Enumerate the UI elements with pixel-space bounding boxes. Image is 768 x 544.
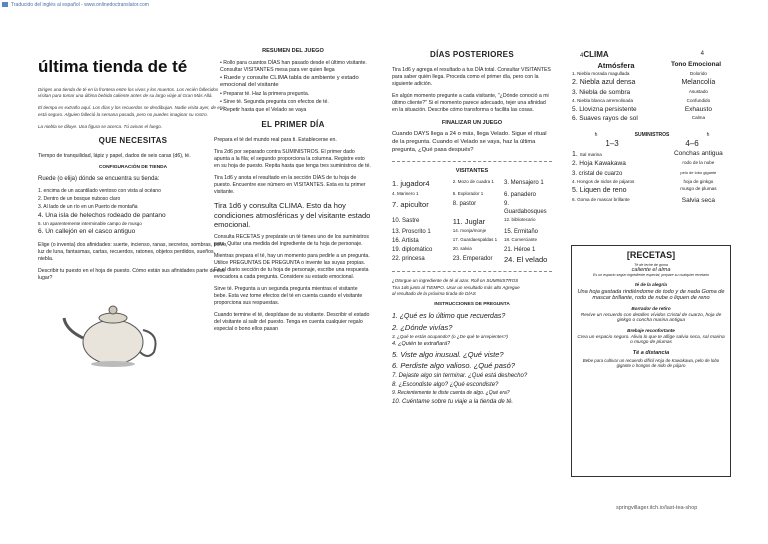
need-text: Tiempo de tranquilidad, lápiz y papel, dados de seis caras (d6), té.: [38, 152, 191, 159]
table-cell: 11. Juglar: [452, 216, 486, 226]
list-item: 2. Dentro de un bosque nuboso claro: [38, 196, 121, 202]
table-cell: 16. Artista: [392, 238, 419, 245]
intro-paragraph: La niebla se diluye. Una figura se acerca. Tú avivas el fuego.: [38, 123, 163, 129]
table-cell: Calma: [691, 115, 706, 121]
table-cell: Asustado: [688, 88, 708, 94]
paragraph: Sirve té. Pregunta a un segunda pregunta mientras el visitante bebe. Esta vez tome efectos del té en cuenta cuando el visitante proporciona sus respuestas.: [214, 286, 363, 307]
table-cell: 8. pastor: [452, 200, 477, 207]
table-cell: Dolorido: [689, 70, 707, 76]
supplies-h: h: [594, 132, 598, 139]
note: ¿Otorgue un ingrediente de té al azar. Roll on SUMINISTROS: [392, 278, 519, 284]
table-cell: 4. Marinero 1: [392, 190, 419, 196]
places-list: [38, 188, 228, 237]
affinity-text: Elige (o inventa) dos afinidades: suerte, incienso, ranas, secretos, sombras, polvo, luz de luna, fantasmas, cartas, recuerdos, ratones, objetos perdidos, sueños, niebla.: [38, 242, 228, 263]
table-cell: 6. Suaves rayos de sol: [572, 115, 638, 123]
clima-table: [572, 71, 732, 124]
section-heading: RESUMEN DEL JUEGO: [262, 48, 324, 54]
list-item: 5. Viste algo inusual. ¿Qué viste?: [392, 349, 504, 359]
table-cell: [572, 150, 665, 159]
paragraph: En algún momento pregunte a cada visitante, "¿Dónde conoció a mi último cliente?" Si el momento parece adecuado, tejer una afinidad en la situación. Describe cómo transforma o facilita las cosas.: [392, 92, 549, 113]
supplies-h: h: [706, 132, 710, 139]
table-cell: 3. Niebla de sombra: [572, 88, 631, 96]
section-heading: CONFIGURACIÓN DE TIENDA: [98, 164, 168, 170]
list-item: • Ruede y consulte CLIMA tabla de ambiente y estado emocional del visitante: [220, 75, 372, 91]
table-cell: 15. Ermitaño: [503, 228, 539, 235]
table-cell: 20. salvia: [452, 246, 472, 252]
recipe-note: Es un espacio según ingrediente especial, prepare su cualquier recetario: [592, 273, 710, 277]
teapot-icon: [58, 290, 168, 370]
supplies-table: [572, 150, 732, 206]
table-cell: 1. Niebla morada magullada: [572, 70, 630, 76]
list-item: 10. Cuéntame sobre tu viaje a la tienda de té.: [392, 398, 514, 405]
config-text: Ruede (o elija) dónde se encuentra su tienda:: [38, 176, 160, 183]
table-cell: 14. monja/monje: [452, 227, 487, 233]
table-cell: 22. princesa: [392, 256, 425, 263]
recipe-name: Té de leche de goma: [634, 263, 668, 267]
section-heading: VISITANTES: [455, 167, 489, 174]
recipe-name: Té a distancia: [632, 350, 670, 356]
divider: [392, 271, 552, 272]
visitors-table: [392, 179, 552, 265]
page-title: última tienda de té: [38, 57, 188, 76]
range-label: 1–3: [605, 138, 619, 148]
table-cell: 12. bibliotecario: [503, 216, 536, 222]
list-item: 4. ¿Quién te extrañará?: [392, 341, 451, 348]
table-cell: 3. cristal de cuarzo: [572, 170, 623, 177]
recipe-name: té de la alegría: [635, 282, 667, 287]
paragraph: Tira 1d6 y agrega el resultado a tus DÍA total. Consultar VISITANTES para saber quién llega. Proceda como el primer día, pero con la siguiente adición.: [392, 66, 551, 87]
table-cell: 2. Niebla azul densa: [572, 79, 636, 87]
table-cell: 2. Mozo de cuadra 1: [452, 179, 494, 185]
atmosfera-heading: Atmósfera: [597, 60, 635, 70]
list-item: 5. Un aparentemente interminable campo de musgo: [38, 221, 142, 227]
paragraph: Tira 2d6 por separado contra SUMINISTROS. El primer dado apunta a la fila; el segundo proporciona la columna. Registre esto en su hoja de puesto. Repita hasta que tenga tres suministros de té.: [214, 149, 371, 170]
list-item: • Preparar té. Haz la primera pregunta.: [220, 91, 372, 98]
column-intro: [38, 42, 228, 373]
list-item: 9. Recientemente te diste cuenta de algo. ¿Qué era?: [392, 390, 510, 396]
column-tables: [572, 50, 732, 205]
clima-num: 4: [580, 53, 584, 59]
divider: [392, 161, 552, 162]
supply-num: 1.: [572, 150, 578, 158]
list-item: 1. encima de un acantilado ventoso con vista al océano: [38, 188, 161, 195]
section-heading: EL PRIMER DÍA: [261, 120, 325, 130]
table-cell: 18. Comerciante: [503, 237, 538, 243]
recipe-text: caliente el alma: [631, 267, 671, 273]
list-item: 2. ¿Dónde vivías?: [392, 322, 453, 332]
supplies-header: [572, 132, 732, 139]
table-cell: Melancolía: [681, 79, 716, 87]
table-cell: 10. Sastre: [392, 217, 420, 224]
section-heading: DÍAS POSTERIORES: [430, 50, 514, 59]
paragraph: Cuando termine el té, despídase de su visitante. Describir el estado del visitante al salir del puesto. Tenga en cuenta cualquier regalo especial o bono ellos pasan: [214, 312, 370, 333]
table-cell: 5. Explorador 1: [452, 190, 484, 196]
recipe-text: Revive un recuerdo con detalles vívidos Cristal de cuarzo, hoja de ginkgo o concha marina antigua: [580, 313, 722, 323]
table-cell: Conchas antigua: [673, 149, 723, 157]
list-item: • Rollo para cuantos DÍAS han pasado desde el último visitante. Consultar VISITANTES mesa para ver quien llega: [220, 60, 372, 74]
table-cell: 9. Guardabosques: [503, 200, 547, 215]
describe-text: Describir tu puesto en el hoja de puesto. Cómo están sus afinidades parte de ese lugar?: [38, 268, 226, 282]
questions-list: [392, 312, 552, 405]
table-cell: 6. panadero: [503, 191, 537, 198]
recipe-name: Brebaje reconfortante: [627, 328, 675, 333]
clima-columns: [572, 61, 732, 71]
table-cell: 5. Llovizna persistente: [572, 105, 637, 113]
list-item: 6. Un callejón en el casco antiguo: [38, 228, 136, 236]
supply-item: Sal marina: [579, 151, 602, 157]
translate-icon: [2, 2, 8, 7]
note: al resultado de la próxima tirada de DÍAS: [392, 290, 476, 296]
table-cell: 23. Emperador: [452, 256, 493, 263]
table-cell: 4. Hongos de nidos de pájaros: [572, 178, 635, 184]
table-cell: 19. diplomático: [392, 247, 433, 254]
table-cell: Confundido: [686, 98, 711, 104]
clima-title: CLIMA: [583, 50, 609, 59]
paragraph: Mientras prepara el té, hay un momento para pedirle a un pregunta. Utilice PREGUNTAS DE PREGUNTA o invente las suyas propias. En el diario sección de tu hoja de personaje, escribe una respuesta evocadora a cada pregunta. Considere su estado emocional.: [214, 253, 370, 281]
section-heading: FINALIZAR UN JUEGO: [441, 119, 503, 126]
table-cell: 17. Guardaespaldas 1: [452, 237, 498, 243]
list-item: 3. Al lado de un río en un Puerto de montaña: [38, 203, 138, 210]
translation-banner-text: Traducido del inglés al español - www.onlinedoctranslator.com: [11, 1, 149, 8]
table-cell: 24. El velado: [503, 255, 548, 265]
table-cell: 13. Proscrito 1: [392, 228, 431, 235]
clima-title-wrap: [580, 50, 609, 61]
list-item: 8. ¿Escondiste algo? ¿Qué escondiste?: [392, 381, 499, 388]
supplies-title: SUMINISTROS: [634, 132, 670, 139]
table-cell: rodo de la nube: [682, 160, 715, 166]
table-cell: Salvia seca: [681, 196, 716, 204]
recipe-text: Una hoja gastada rindiéndome de todo y de nada Goma de mascar brillante, rodo de nube o liquen de reno: [577, 289, 725, 301]
table-cell: musgo de plumas: [680, 186, 717, 192]
table-cell: 21. Héroe 1: [503, 247, 536, 254]
table-cell: pelo de lobo gigante: [680, 169, 717, 175]
recipe-name: Borrador de retiro: [631, 306, 671, 311]
summary-list: [214, 60, 372, 115]
recipes-title: [RECETAS]: [626, 250, 676, 260]
table-cell: 5. Liquen de reno: [572, 187, 627, 195]
table-cell: 3. Mensajero 1: [503, 180, 544, 187]
column-days: [392, 42, 552, 411]
recipes-box: [571, 245, 731, 477]
paragraph: Tira 1d6 y anota el resultado en la sección DÍAS de tu hoja de puesto. Encuentre ese número en VISITANTES. Esta es tu primer visitante.: [214, 175, 366, 196]
translation-banner: [0, 0, 302, 9]
footer-url: springvillager.itch.io/last-tea-shop: [616, 505, 698, 511]
paragraph: Consulta RECETAS y prepárate un té tienes uno de los suministros para. Quitar una medida del ingrediente de tu hoja de personaje.: [214, 234, 370, 248]
column-rules: [214, 42, 372, 338]
recipe-text: Crea un espacio seguro. Alivia lo que te aflige salvia seca, sal marina o musgo de plumas: [577, 335, 725, 345]
paragraph: Tira 1d6 y consulta CLIMA. Esto da hoy condiciones atmosféricas y del visitante estado emocional.: [214, 201, 371, 229]
recipe-text: Bebe para cultivar un recuerdo difícil Hoja de Kawakawa, pelo de lobo gigante o hongos de nido de pájaro: [582, 358, 720, 368]
list-item: 7. Dejaste algo sin terminar. ¿Qué está deshecho?: [392, 372, 528, 379]
intro-paragraph: El tiempo es extraño aquí. Los días y los recuerdos se desdibujan. Nadie visita ayer, de eso está seguro. Alguien falleció la semana pasada, pero no puedes imaginar su rostro.: [38, 105, 225, 117]
list-item: 4. Una isla de helechos rodeado de pantano: [38, 211, 166, 219]
table-cell: 1. jugador4: [392, 179, 430, 189]
list-item: 6. Perdiste algo valioso. ¿Qué pasó?: [392, 360, 515, 370]
clima-header: [572, 50, 732, 61]
table-cell: Exhausto: [684, 105, 712, 113]
section-heading: INSTRUCCIONES DE PREGUNTA: [434, 301, 510, 307]
list-item: 3. ¿Qué te están ocupando? (o ¿De qué te arrepientes?): [392, 333, 508, 339]
table-cell: hoja de ginkgo: [683, 178, 714, 184]
table-cell: 7. apicultor: [392, 199, 429, 209]
supplies-ranges: [572, 139, 732, 150]
tono-heading: Tono Emocional: [670, 60, 722, 68]
list-item: • Sirve té. Segunda pregunta con efectos de té.: [220, 99, 372, 106]
list-item: • Repetir hasta que el Velado se vaya: [220, 107, 372, 114]
table-cell: 6. Goma de mascar brillante: [572, 196, 630, 202]
paragraph: Cuando DAYS llega a 24 o más, llega Velado. Sigue el ritual de la pregunta. Cuando el Velado se vaya, haz la última pregunta, ¿Qué pasa después?: [392, 131, 547, 154]
range-label: 4–6: [685, 138, 699, 148]
section-heading: QUE NECESITAS: [98, 135, 168, 145]
table-cell: 2. Hoja Kawakawa: [572, 160, 626, 168]
clima-num-right: 4: [700, 51, 704, 57]
paragraph: Prepara el té del mundo real para ti. Establecerse en.: [214, 137, 337, 144]
table-cell: 4. Niebla blanca arremolinada: [572, 98, 634, 104]
note: Tira 1d6 junto al TIEMPO. Usar un resultado más alto Agregue: [392, 284, 520, 290]
list-item: 1. ¿Qué es lo último que recuerdas?: [392, 313, 506, 321]
intro-paragraph: Diriges una tienda de té en la frontera entre los vivos y los muertos. Los recién fallecidos visitan para tomar una última bebida caliente antes de su largo viaje al Gran Más Allá.: [38, 86, 219, 99]
